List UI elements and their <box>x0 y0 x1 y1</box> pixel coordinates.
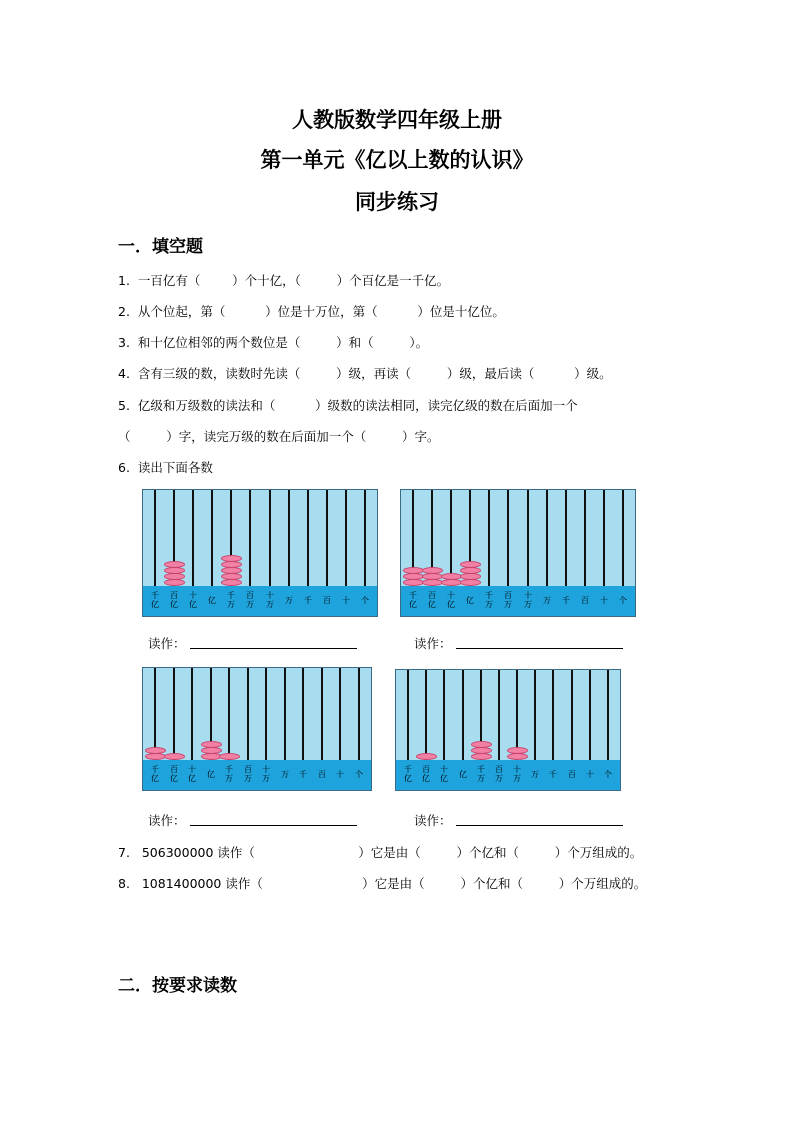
place-value-label: 十 亿 <box>440 765 448 783</box>
abacus-rod <box>498 670 500 760</box>
question-6: 6. 读出下面各数 <box>118 460 213 475</box>
place-value-label: 十 万 <box>262 765 270 783</box>
place-value-label: 百 万 <box>244 765 252 783</box>
abacus-rod <box>607 670 609 760</box>
abacus-bead <box>507 753 528 760</box>
place-value-label: 个 <box>619 596 627 605</box>
place-value-label: 个 <box>361 596 369 605</box>
answer-line-3[interactable] <box>190 825 357 826</box>
question-5: 5. 亿级和万级数的读法和（ ）级数的读法相同，读完亿级的数在后面加一个 <box>118 398 578 413</box>
abacus-rod <box>571 670 573 760</box>
place-value-label: 十 亿 <box>189 591 197 609</box>
place-value-label: 千 亿 <box>409 591 417 609</box>
question-1: 1. 一百亿有（ ）个十亿，（ ）个百亿是一千亿。 <box>118 273 450 288</box>
doc-title: 人教版数学四年级上册 <box>292 107 502 132</box>
place-value-label: 万 <box>543 596 551 605</box>
abacus-rod <box>345 490 347 586</box>
place-value-label: 千 万 <box>477 765 485 783</box>
abacus-rod <box>265 668 267 760</box>
abacus-bead <box>145 747 166 754</box>
abacus-bead <box>164 561 185 568</box>
abacus-rod <box>589 670 591 760</box>
place-value-label: 十 <box>586 770 594 779</box>
abacus-bead <box>145 753 166 760</box>
question-2: 2. 从个位起，第（ ）位是十万位，第（ ）位是十亿位。 <box>118 304 505 319</box>
abacus-bead <box>471 747 492 754</box>
abacus-rod <box>302 668 304 760</box>
abacus-rod <box>211 490 213 586</box>
abacus-bead <box>221 561 242 568</box>
place-value-label: 万 <box>531 770 539 779</box>
abacus-bead <box>460 573 481 580</box>
section-1-title: 一．填空题 <box>118 237 203 257</box>
place-value-label: 亿 <box>466 596 474 605</box>
abacus-bead <box>221 567 242 574</box>
place-value-label: 百 <box>568 770 576 779</box>
abacus-bead <box>164 579 185 586</box>
abacus-bead <box>403 567 424 574</box>
question-8: 8. 1081400000 读作（ ）它是由（ ）个亿和（ ）个万组成的。 <box>118 876 647 891</box>
question-3: 3. 和十亿位相邻的两个数位是（ ）和（ ）。 <box>118 335 429 350</box>
abacus-rod <box>450 490 452 586</box>
abacus-bead <box>441 579 462 586</box>
abacus-rod <box>565 490 567 586</box>
abacus-rod <box>228 668 230 760</box>
abacus-rod <box>443 670 445 760</box>
abacus-bead <box>164 753 185 760</box>
place-value-label: 千 亿 <box>404 765 412 783</box>
place-value-label: 百 亿 <box>170 765 178 783</box>
abacus-rod <box>584 490 586 586</box>
place-value-label: 十 <box>342 596 350 605</box>
abacus-4 <box>395 669 621 791</box>
abacus-bead <box>460 579 481 586</box>
read-as-label-3: 读作： <box>148 813 186 828</box>
abacus-rod <box>191 668 193 760</box>
place-value-label: 十 万 <box>513 765 521 783</box>
read-as-label-4: 读作： <box>414 813 452 828</box>
place-value-label: 百 亿 <box>428 591 436 609</box>
answer-line-4[interactable] <box>456 825 623 826</box>
abacus-bead <box>416 753 437 760</box>
section-2-title: 二．按要求读数 <box>118 976 237 996</box>
place-value-label: 百 亿 <box>422 765 430 783</box>
place-value-label: 万 <box>281 770 289 779</box>
place-value-label: 百 万 <box>504 591 512 609</box>
place-value-label: 十 亿 <box>188 765 196 783</box>
answer-line-1[interactable] <box>190 648 357 649</box>
place-value-label: 个 <box>355 770 363 779</box>
abacus-bead <box>460 561 481 568</box>
abacus-rod <box>534 670 536 760</box>
abacus-bead <box>460 567 481 574</box>
abacus-bead <box>219 753 240 760</box>
read-as-label-2: 读作： <box>414 636 452 651</box>
question-7: 7. 506300000 读作（ ）它是由（ ）个亿和（ ）个万组成的。 <box>118 845 643 860</box>
abacus-rod <box>339 668 341 760</box>
abacus-3 <box>142 667 372 791</box>
abacus-bead <box>403 579 424 586</box>
place-value-label: 十 万 <box>524 591 532 609</box>
abacus-rod <box>358 668 360 760</box>
place-value-label: 千 <box>304 596 312 605</box>
question-4: 4. 含有三级的数，读数时先读（ ）级，再读（ ）级，最后读（ ）级。 <box>118 366 612 381</box>
abacus-rod <box>552 670 554 760</box>
place-value-label: 十 <box>600 596 608 605</box>
abacus-rod <box>603 490 605 586</box>
abacus-2 <box>400 489 636 617</box>
doc-subtitle: 第一单元《亿以上数的认识》 <box>260 147 534 172</box>
place-value-label: 千 <box>299 770 307 779</box>
place-value-label: 百 <box>323 596 331 605</box>
doc-subtitle-2: 同步练习 <box>355 189 439 214</box>
place-value-label: 千 亿 <box>151 591 159 609</box>
place-value-label: 百 <box>581 596 589 605</box>
abacus-rod <box>269 490 271 586</box>
abacus-rod <box>249 490 251 586</box>
abacus-rod <box>462 670 464 760</box>
answer-line-2[interactable] <box>456 648 623 649</box>
abacus-bead <box>507 747 528 754</box>
abacus-bead <box>422 573 443 580</box>
place-value-label: 千 万 <box>227 591 235 609</box>
abacus-bead <box>164 573 185 580</box>
abacus-rod <box>622 490 624 586</box>
place-value-label: 百 <box>318 770 326 779</box>
abacus-bead <box>221 579 242 586</box>
place-value-label: 千 万 <box>485 591 493 609</box>
abacus-bead <box>422 567 443 574</box>
abacus-rod <box>307 490 309 586</box>
abacus-bead <box>221 555 242 562</box>
abacus-rod <box>527 490 529 586</box>
place-value-label: 千 <box>562 596 570 605</box>
place-value-label: 千 万 <box>225 765 233 783</box>
place-value-label: 千 亿 <box>151 765 159 783</box>
abacus-1 <box>142 489 378 617</box>
abacus-rod <box>284 668 286 760</box>
abacus-rod <box>364 490 366 586</box>
abacus-bead <box>201 741 222 748</box>
abacus-rod <box>507 490 509 586</box>
place-value-label: 十 亿 <box>447 591 455 609</box>
abacus-rod <box>425 670 427 760</box>
abacus-rod <box>154 490 156 586</box>
place-value-label: 百 万 <box>495 765 503 783</box>
abacus-bead <box>403 573 424 580</box>
abacus-bead <box>471 741 492 748</box>
abacus-bead <box>441 573 462 580</box>
place-value-label: 十 万 <box>266 591 274 609</box>
question-5-cont: （ ）字，读完万级的数在后面加一个（ ）字。 <box>118 429 440 444</box>
abacus-bead <box>422 579 443 586</box>
abacus-rod <box>192 490 194 586</box>
read-as-label-1: 读作： <box>148 636 186 651</box>
abacus-rod <box>321 668 323 760</box>
abacus-rod <box>173 668 175 760</box>
place-value-label: 百 万 <box>246 591 254 609</box>
abacus-bead <box>221 573 242 580</box>
place-value-label: 亿 <box>208 596 216 605</box>
place-value-label: 千 <box>549 770 557 779</box>
abacus-rod <box>247 668 249 760</box>
place-value-label: 亿 <box>459 770 467 779</box>
abacus-rod <box>407 670 409 760</box>
place-value-label: 亿 <box>207 770 215 779</box>
place-value-label: 万 <box>285 596 293 605</box>
place-value-label: 十 <box>336 770 344 779</box>
abacus-rod <box>546 490 548 586</box>
place-value-label: 百 亿 <box>170 591 178 609</box>
abacus-bead <box>201 747 222 754</box>
abacus-rod <box>326 490 328 586</box>
abacus-rod <box>488 490 490 586</box>
abacus-rod <box>288 490 290 586</box>
place-value-label: 个 <box>604 770 612 779</box>
abacus-bead <box>471 753 492 760</box>
abacus-bead <box>164 567 185 574</box>
